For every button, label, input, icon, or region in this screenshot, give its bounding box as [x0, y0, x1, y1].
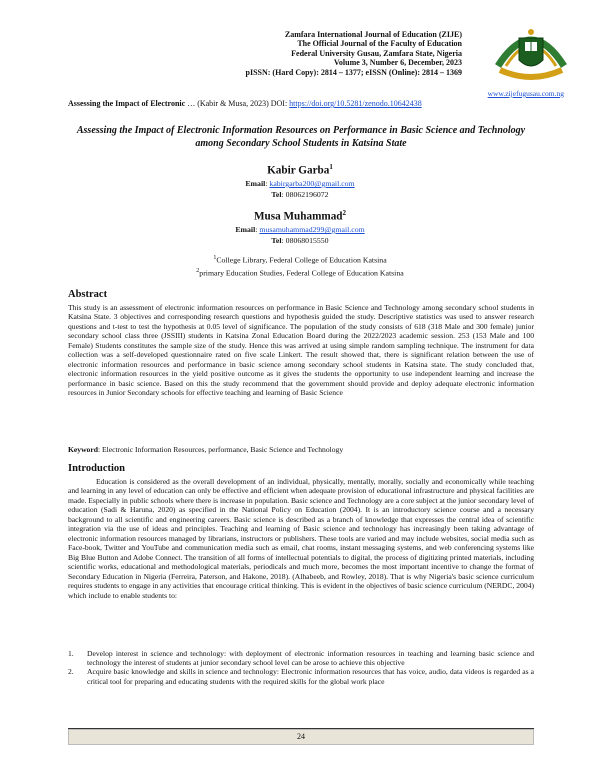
affiliation-item: $^2$primary Education Studies, Federal College of Education Katsina [196, 268, 404, 278]
journal-website-link[interactable]: www.zijefugusau.com.ng [487, 89, 564, 98]
journal-volume: Volume 3, Number 6, December, 2023 [333, 58, 462, 68]
keywords-label: Keyword [68, 445, 98, 454]
author-contact: Email: kabirgarba200@gmail.com Tel: 08062196072 [245, 179, 355, 199]
list-item: 1. Develop interest in science and technology: with deployment of electronic information resources in teaching and learning basic science and technology the interest of students at junior secondary school level can be arose to achieve this objective [68, 649, 534, 668]
author-email-link[interactable]: musamuhammad299@gmail.com [259, 225, 365, 234]
list-item: 2. Acquire basic knowledge and skills in science and technology: Electronic information resources that has voice, audio, data videos is regarded as a critical tool for preparing and educating students with the required skills for the global work place [68, 667, 534, 686]
abstract-body: This study is an assessment of electronic information resources on performance in Basic Science and Technology among secondary school students in Katsina State. 3 objectives and corresponding research questions and hypothesis guided the study. Descriptive statistics was used to answer research questions and t-test to test the hypothesis at 0.05 level of significance. The population of the study consists of 618 (318 Male and 300 female) junior secondary school class three (JSSIII) students in Katsina Zonal Education Board during the 2022/2023 academic session. 253 (153 Male and 100 Female) Students constitutes the sample size of the study. Hence this was arrived at using simple random sampling technique. The instrument for data collection was a self-developed questionnaire rated on five scale Linkert. The result showed that, there is significant relation between the use of electronic information resources and performance in basic science among secondary school students in Katsina state. The study concluded that, electronic information resources in the yield positive outcome as it gives the students the opportunity to use independent learning and increase the performance in basic science. Based on this the study recommend that the government should provide and deploy adequate electronic information resources in Junior Secondary schools for effective teaching and learning of Basic Science [68, 303, 534, 398]
author-name: Kabir Garba$^1$ [267, 163, 333, 177]
citation-authors: … (Kabir & Musa, 2023) DOI: [185, 99, 290, 108]
introduction-body: Education is considered as the overall development of an individual, physically, mentally, morally, socially and economically while teaching and learning in any level of education can only be effective and efficient when adequate provision of educational infrastructure and physical facilities are made. Especially in public schools where there is increase in population. Basic science and Technology are a core subject at the junior secondary level of education (Sadi & Haruna, 2020) as specified in the National Policy on Education (2004). It is an introductory science course and a necessary background to all scientific and engineering careers. Basic science is described as a branch of knowledge that expresses the central idea of scientific integration via the use of ideas and principles. Teaching and learning of Basic science and technology has increasingly been taking advantage of electronic information resources managed by librarians, instructors or publishers. These tools are varied and may include websites, social media such as Face-book, Twitter and YouTube and communication media such as email, chat rooms, instant messaging systems, and web conferencing systems like Big Blue Button and Adobe Connect. The transition of all forms of intellectual potentials to digital, the process of digitizing printed materials, including scientific works, educational and methodological materials, periodicals and much more, becomes the most important incentive to change the format of Secondary Education in Nigeria (Ferreira, Paterson, and Hakone, 2018). (Alhabeeb, and Rowley, 2018). That is why Nigeria's basic science curriculum requires students to engage in any activities that encourage critical thinking. This is evident in the objectives of basic science curriculum (NERDC, 2004) which include to enable students to: [68, 477, 534, 600]
author-name: Musa Muhammad$^2$ [253, 209, 347, 223]
journal-issn: pISSN: (Hard Copy): 2814 – 1377; eISSN (Online): 2814 – 1369 [245, 67, 462, 77]
citation-short-title: Assessing the Impact of Electronic [68, 99, 186, 108]
affiliation-item: $^1$College Library, Federal College of Education Katsina [213, 255, 387, 265]
page-number: 24 [68, 729, 534, 745]
paper-title: Assessing the Impact of Electronic Information Resources on Performance in Basic Science and Technology among Secondary School Students in Katsina State [76, 125, 526, 149]
keywords-text: : Electronic Information Resources, performance, Basic Science and Technology [97, 445, 344, 454]
author-phone: 08068015550 [285, 236, 329, 245]
doi-link[interactable]: https://doi.org/10.5281/zenodo.10642438 [289, 99, 422, 108]
journal-institution: Federal University Gusau, Zamfara State, Nigeria [291, 48, 462, 58]
introduction-heading: Introduction [68, 463, 125, 474]
author-phone: 08062196072 [285, 190, 329, 199]
keywords-line [68, 445, 343, 454]
author-contact: Email: musamuhammad299@gmail.com Tel: 08068015550 [235, 225, 365, 245]
objectives-list [68, 649, 534, 686]
author-email-link[interactable]: kabirgarba200@gmail.com [269, 179, 355, 188]
citation-line [68, 99, 422, 108]
journal-subtitle: The Official Journal of the Faculty of Education [297, 39, 462, 49]
journal-name: Zamfara International Journal of Education (ZIJE) [284, 30, 462, 39]
affiliations [0, 253, 600, 279]
journal-header [0, 30, 462, 77]
university-crest-icon [492, 20, 570, 90]
abstract-heading: Abstract [68, 289, 108, 300]
